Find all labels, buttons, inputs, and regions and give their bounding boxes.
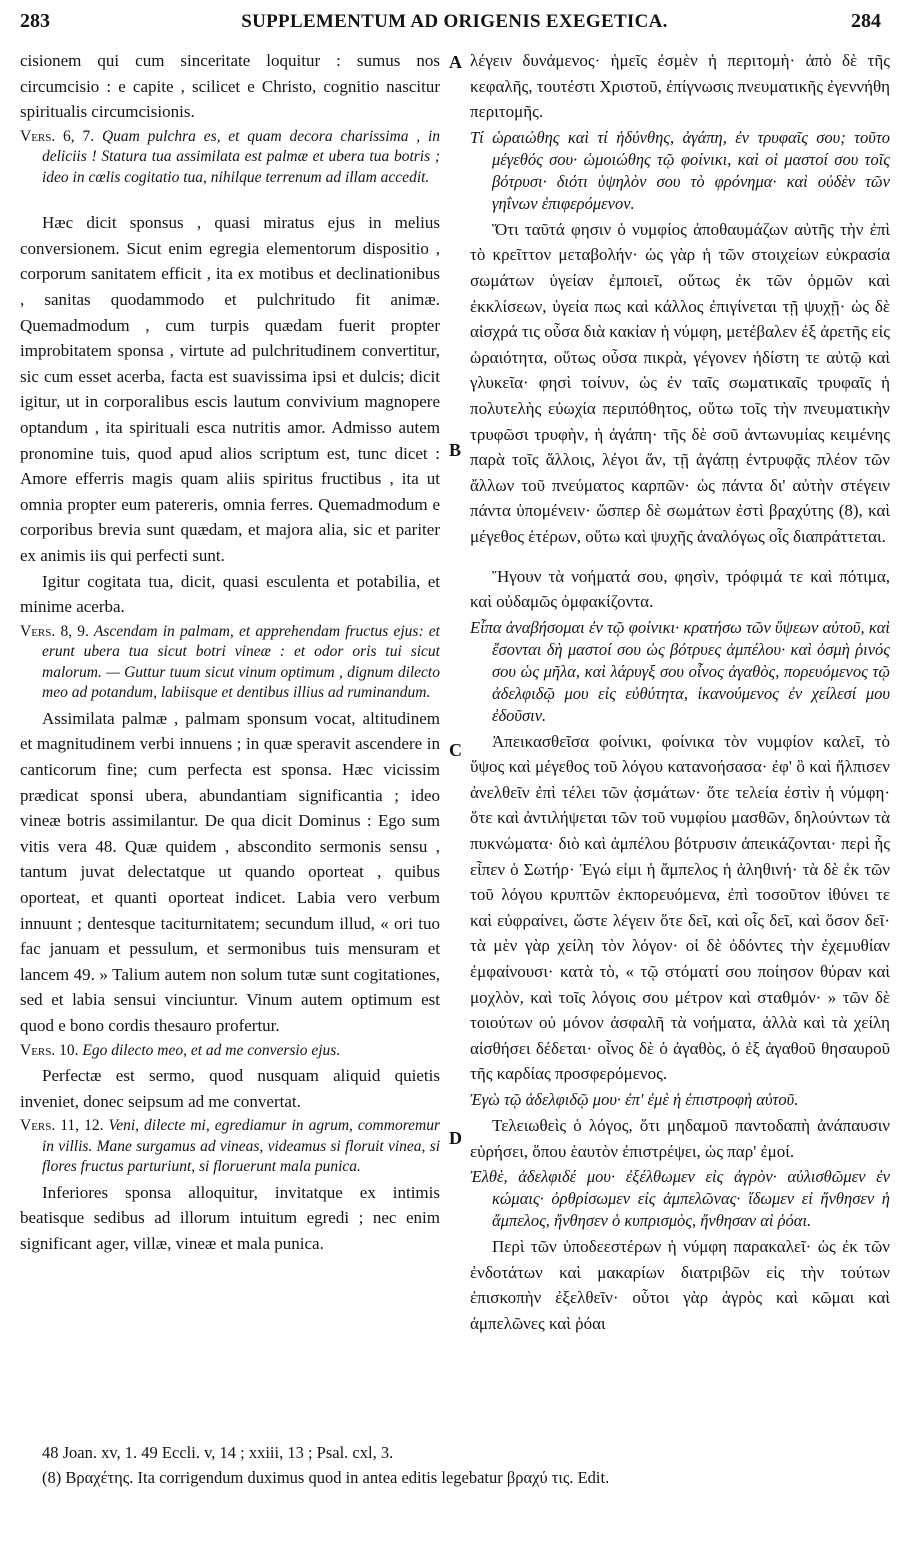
verse-label: Vers. 11, 12. — [20, 1117, 104, 1135]
verse-10 — [20, 1041, 440, 1062]
greek-paragraph: Τελειωθεὶς ὁ λόγος, ὅτι μηδαμοῦ παντοδαπὴ ἀνάπαυσιν εὑρήσει, ὅπου ἑαυτὸν ἐπιστρέψει, ὡς παρ' ἐμοί. — [470, 1116, 890, 1161]
latin-paragraph: Perfectæ est sermo, quod nusquam aliquid quietis inveniet, donec seipsum ad me convertat. — [20, 1066, 440, 1111]
latin-paragraph: Assimilata palmæ , palmam sponsum vocat, altitudinem et magnitudinem verbi innuens ; in quæ speravit ascendere in canticorum fine; cum perfecta est sponsa. Hæc vicissim prædicat sponsi ubera, abundantiam significantia ; ideo vineæ botris assimilantur. De qua dicit Dominus : Ego sum vitis vera 48. Quæ quidem , abscondito sermonis sensu , tantum juvat delectatque ut quando oporteat , quibus oporteat, et quanti oporteat indicet. Labia vero verbum innuunt ; dentesque taciturnitatem; secundum illud, « ori tuo fac januam et pessulum, et sermonibus tuis mensuram et lancem 49. » Talium autem non solum tutæ sunt cogitationes, sed et labia sensui vinciuntur. Vinum autem optimum est quod e bono cordis thesauro profertur. — [20, 708, 440, 1035]
greek-paragraph: Ἀπεικασθεῖσα φοίνικι, φοίνικα τὸν νυμφίον καλεῖ, τὸ ὕψος καὶ μέγεθος τοῦ λόγου κατανοήσασα· ἐφ' ὃ καὶ ἤλπισεν ἀνελθεῖν ἐπὶ τέλει τῶν ᾀσμάτων· ὅτε τελεία ἐστὶν ἡ νύμφη· ὅτε καὶ ἀντιλήψεται τῶν τοῦ νυμφίου μασθῶν, δηλούντων τὰ πυκνώματα· διὸ καὶ ἀμπέλου βότρυσιν ἀπεικάζονται· περὶ ἧς εἶπεν ὁ Σωτήρ· Ἐγώ εἰμι ἡ ἄμπελος ἡ ἀληθινή· τὰ δὲ ἐκ τῶν τοῦ λόγου κρυπτῶν ἐκπορευόμενα, ἐπὶ τοσοῦτον ἰθύνει τε καὶ εὐφραίνει, ὥστε λέγειν ὅτε δεῖ, καὶ οἷς δεῖ, καὶ ὅσον δεῖ· τὰ μὲν γὰρ χείλη τὸν λόγον· οἱ δὲ ὀδόντες τὴν ἐχεμυθίαν ἐμφαίνουσι· κατὰ τὸ, « τῷ στόματί σου ποίησον θύραν καὶ μοχλὸν, καὶ τοῖς λόγοις σου μέτρον καὶ σταθμόν· » τῶν δὲ τοιούτων οὐ μόνον ἀσφαλῆ τὰ νοήματα, ἀλλὰ καὶ τὰ χείλη αἰσθήσει δέδεται· οἶνος δὲ ὁ ἀγαθὸς, ὁ ἐξ ἀγαθοῦ θησαυροῦ τῆς καρδίας προσφερόμενος. — [470, 731, 890, 1084]
page-number-right: 284 — [851, 10, 881, 32]
greek-verse: Τί ὡραιώθης καὶ τί ἡδύνθης, ἀγάπη, ἐν τρυφαῖς σου; τοῦτο μέγεθός σου· ὡμοιώθης τῷ φοίνικι, καὶ οἱ μαστοί σου τοῖς βότρυσι· διότι ὑψηλὸν σου τὸ φρόνημα· καὶ οὐδὲν τῶν γηΐνων ἐπιφερόμενον. — [470, 127, 890, 213]
greek-verse: Ἐλθὲ, ἀδελφιδέ μου· ἐξέλθωμεν εἰς ἀγρὸν· αὐλισθῶμεν ἐν κώμαις· ὀρθρίσωμεν εἰς ἀμπελῶνας· ἴδωμεν εἰ ἤνθησεν ἡ ἄμπελος, ἤνθησεν ὁ κυπρισμὸς, ἤνθησαν αἱ ῥόαι. — [470, 1167, 890, 1231]
verse-label: Vers. 6, 7. — [20, 127, 95, 145]
greek-paragraph: Περὶ τῶν ὑποδεεστέρων ἡ νύμφη παρακαλεῖ· ὡς ἐκ τῶν ἐνδοτάτων καὶ μακαρίων διατριβῶν εἰς τὴν τούτων ἐπισκοπὴν ἐξελθεῖν· οὗτοι γὰρ ἀγρὸς καὶ κῶμαι καὶ ἀμπελῶνες καὶ ῥόαι — [470, 1237, 890, 1333]
section-marker-c: C — [449, 740, 462, 760]
latin-column — [20, 48, 440, 1256]
page-number-left: 283 — [20, 10, 50, 32]
greek-verse: Ἐγὼ τῷ ἀδελφιδῷ μου· ἐπ' ἐμὲ ἡ ἐπιστροφὴ αὐτοῦ. — [470, 1090, 799, 1109]
latin-paragraph: cisionem qui cum sinceritate loquitur : sumus nos circumcisio : e capite , scilicet e Christo, cognitio nascitur spiritualis circumcisionis. — [20, 51, 440, 122]
running-title: SUPPLEMENTUM AD ORIGENIS EXEGETICA. — [241, 11, 668, 32]
verse-text: Quam pulchra es, et quam decora charissima , in deliciis ! Statura tua assimilata est palmæ et ubera tua botris ; ideo in cœlis cogitatio tua, nihilque terrenum ad illam accedit. — [42, 127, 441, 186]
verse-11-12 — [20, 1116, 440, 1178]
footnote-scripture: 48 Joan. xv, 1. 49 Eccli. v, 14 ; xxiii, 13 ; Psal. cxl, 3. — [42, 1443, 394, 1462]
verse-label: Vers. 8, 9. — [20, 622, 89, 640]
latin-paragraph: Igitur cogitata tua, dicit, quasi esculenta et potabilia, et minime acerba. — [20, 571, 440, 617]
verse-text: Veni, dilecte mi, egrediamur in agrum, commoremur in villis. Mane surgamus ad vineas, videamus si floruit vinea, si flores fructus parturiunt, si floruerunt mala punica. — [42, 1117, 441, 1176]
section-marker-a: A — [449, 52, 462, 72]
greek-column — [470, 48, 890, 1337]
verse-text: Ego dilecto meo, et ad me conversio ejus. — [82, 1041, 341, 1059]
verse-label: Vers. 10. — [20, 1041, 79, 1059]
footnote-editorial: (8) Βραχέτης. Ita corrigendum duximus quod in antea editis legebatur βραχύ τις. Edit. — [42, 1468, 610, 1487]
verse-8-9 — [20, 622, 440, 704]
section-marker-b: B — [449, 440, 462, 460]
footnotes — [42, 1440, 882, 1490]
greek-paragraph: λέγειν δυνάμενος· ἡμεῖς ἐσμὲν ἡ περιτομὴ· ἀπὸ δὲ τῆς κεφαλῆς, τουτέστι Χριστοῦ, ἐπίγνωσις πνευματικῆς ἐγεννήθη περιτομῆς. — [470, 51, 890, 122]
verse-6-7 — [20, 127, 440, 189]
running-header — [0, 10, 909, 40]
latin-paragraph: Hæc dicit sponsus , quasi miratus ejus in melius conversionem. Sicut enim egregia elementorum dispositio , corporum sanitatem efficit , ita ex motibus et declinationibus , sanitas quodammodo et pulchritudo fit animæ. Quemadmodum , cum turpis quædam fuerit propter improbitatem sponsa , virtute ad pulchritudinem convertitur, sic cum esset acerba, facta est suavissima ipsi et dulcis; dicit igitur, ut in corporalibus escis lautum convivium magnopere optandum , ita spirituali esca nutritis amor. Admisso autem pronomine tuis, quod apud alios scriptum est, tunc dicet : Amore efferris magis quam aliis spiritus fructibus , ita ut omnia propter eum patereris, omnia ferres. Quemadmodum e corporibus brevia sunt quædam, et majora alia, sic et pariter ex animis iis qui perfecti sunt. — [20, 213, 440, 565]
greek-verse: Εἶπα ἀναβήσομαι ἐν τῷ φοίνικι· κρατήσω τῶν ὕψεων αὐτοῦ, καὶ ἔσονται δὴ μαστοί σου ὡς βότρυες ἀμπέλου· καὶ ὀσμὴ ῥινός σου ὡς μῆλα, καὶ λάρυγξ σου οἶνος ἀγαθὸς, πορευόμενος τῷ ἀδελφιδῷ μου εἰς εὐθύτητα, ἱκανούμενος ἐν χείλεσί μου ἐδοῦσιν. — [470, 617, 890, 725]
greek-paragraph: Ὅτι ταῦτά φησιν ὁ νυμφίος ἀποθαυμάζων αὐτῆς τὴν ἐπὶ τὸ κρεῖττον μεταβολήν· ὡς γὰρ ἡ τῶν στοιχείων εὐκρασία σωμάτων ὑγείαν ἐμποιεῖ, οὕτως ἐκ τῶν ὁρμῶν καὶ ἐκκλίσεων, ὑγεία πως καὶ κάλλος ἐπιγίνεται τῇ ψυχῇ· ὡς δὲ αἰσχρά τις οὖσα διὰ κακίαν ἡ νύμφη, μετέβαλεν ἐξ ἀρετῆς εἰς ὡραιότητα, οὕτως οὖσα πικρὰ, γέγονεν ἡδίστη τε αὐτῷ καὶ γλυκεῖα· φησὶ τοίνυν, ὡς ἐν ταῖς σωματικαῖς τρυφαῖς ἡ πολυτελὴς εὐωχία περιπόθητος, οὕτω τοῖς τὴν πνευματικὴν τρυφῶσι τρυφὴν, ἡ ἀγάπη· τῆς δὲ σοῦ ἀντωνυμίας κειμένης παρὰ τοῖς ἄλλοις, λέγοι ἄν, τῇ ἀγάπῃ ἐντρυφᾷς πλέον τῶν ἄλλων τοῦ πνεύματος καρπῶν· ὡς πάντα δι' αὐτὴν στέγειν πάντα ὑπομένειν· ὥσπερ δὲ σωμάτων ἐστὶ βραχύτης (8), καὶ μέγεθος ἑτέρων, οὕτω καὶ ψυχῆς ἀναλόγως οἷς διαπράττεται. — [470, 219, 890, 546]
latin-paragraph: Inferiores sponsa alloquitur, invitatque ex intimis beatisque sedibus ad illorum intuitum egredi ; nec enim significant ager, villæ, vineæ et mala punica. — [20, 1182, 440, 1253]
greek-paragraph: Ἤγουν τὰ νοήματά σου, φησὶν, τρόφιμά τε καὶ πότιμα, καὶ οὐδαμῶς ὀμφακίζοντα. — [470, 566, 890, 612]
verse-text: Ascendam in palmam, et apprehendam fructus ejus: et erunt ubera tua sicut botri vineæ : et odor oris tui sicut malorum. — Guttur tuum sicut vinum optimum , dignum dilecto meo ad potandum, labiisque et dentibus illius ad ruminandum. — [42, 622, 440, 702]
section-marker-d: D — [449, 1128, 462, 1148]
